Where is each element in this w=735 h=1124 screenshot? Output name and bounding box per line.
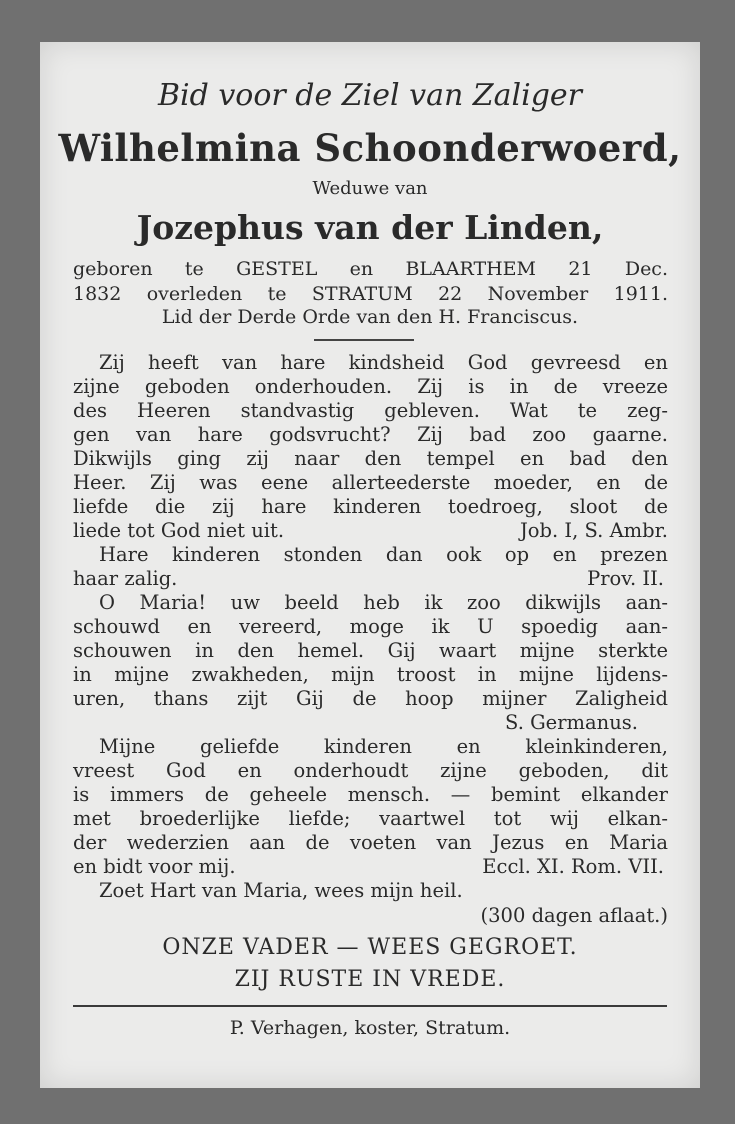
body-line: gen van hare godsvrucht? Zij bad zoo gaarne. [73, 423, 668, 446]
citation: Prov. II. [587, 567, 664, 590]
body-line: zijne geboden onderhouden. Zij is in de vreeze [73, 375, 668, 398]
body-line: uren, thans zijt Gij de hoop mijner Zaligheid [73, 687, 668, 710]
prayer-line: ONZE VADER — WEES GEGROET. [162, 935, 578, 960]
death-line: 1832 overleden te STRATUM 22 November 1911. [73, 283, 668, 305]
body-line: schouwen in den hemel. Gij waart mijne sterkte [73, 639, 668, 662]
body-line: Dikwijls ging zij naar den tempel en bad den [73, 447, 668, 470]
body-line: en bidt voor mij. [73, 855, 236, 878]
body-line: des Heeren standvastig gebleven. Wat te zeg- [73, 399, 668, 422]
memorial-card [40, 42, 700, 1088]
indulgence-note: (300 dagen aflaat.) [480, 904, 668, 927]
body-line: vreest God en onderhoudt zijne geboden, dit [73, 759, 668, 782]
citation: Eccl. XI. Rom. VII. [482, 855, 664, 878]
rest-line: ZIJ RUSTE IN VREDE. [234, 967, 506, 992]
birth-line: geboren te GESTEL en BLAARTHEM 21 Dec. [73, 258, 668, 280]
divider-short [314, 339, 414, 341]
body-line: haar zalig. [73, 567, 178, 590]
body-line: Heer. Zij was eene allerteederste moeder, en de [73, 471, 668, 494]
order-line: Lid der Derde Orde van den H. Franciscus. [161, 306, 579, 328]
card-heading: Bid voor de Ziel van Zaliger [157, 78, 583, 113]
divider-long [73, 1005, 667, 1007]
body-line: met broederlijke liefde; vaartwel tot wij elkan- [73, 807, 668, 830]
body-line: Zoet Hart van Maria, wees mijn heil. [99, 879, 463, 902]
body-line: Zij heeft van hare kindsheid God gevreesd en [99, 351, 668, 374]
citation: S. Germanus. [505, 711, 638, 734]
body-line: O Maria! uw beeld heb ik zoo dikwijls aan- [99, 591, 668, 614]
body-line: liede tot God niet uit. [73, 519, 285, 542]
body-line: schouwd en vereerd, moge ik U spoedig aan- [73, 615, 668, 638]
body-line: der wederzien aan de voeten van Jezus en Maria [73, 831, 668, 854]
relation-label: Weduwe van [312, 178, 428, 199]
body-line: liefde die zij hare kinderen toedroeg, sloot de [73, 495, 668, 518]
spouse-name: Jozephus van der Linden, [136, 208, 604, 247]
body-line: Hare kinderen stonden dan ook op en prezen [99, 543, 668, 566]
citation: Job. I, S. Ambr. [519, 519, 668, 542]
deceased-name: Wilhelmina Schoonderwoerd, [58, 126, 682, 170]
printer-line: P. Verhagen, koster, Stratum. [229, 1017, 511, 1039]
body-line: in mijne zwakheden, mijn troost in mijne lijdens- [73, 663, 668, 686]
body-line: Mijne geliefde kinderen en kleinkinderen, [99, 735, 668, 758]
body-line: is immers de geheele mensch. — bemint elkander [73, 783, 668, 806]
